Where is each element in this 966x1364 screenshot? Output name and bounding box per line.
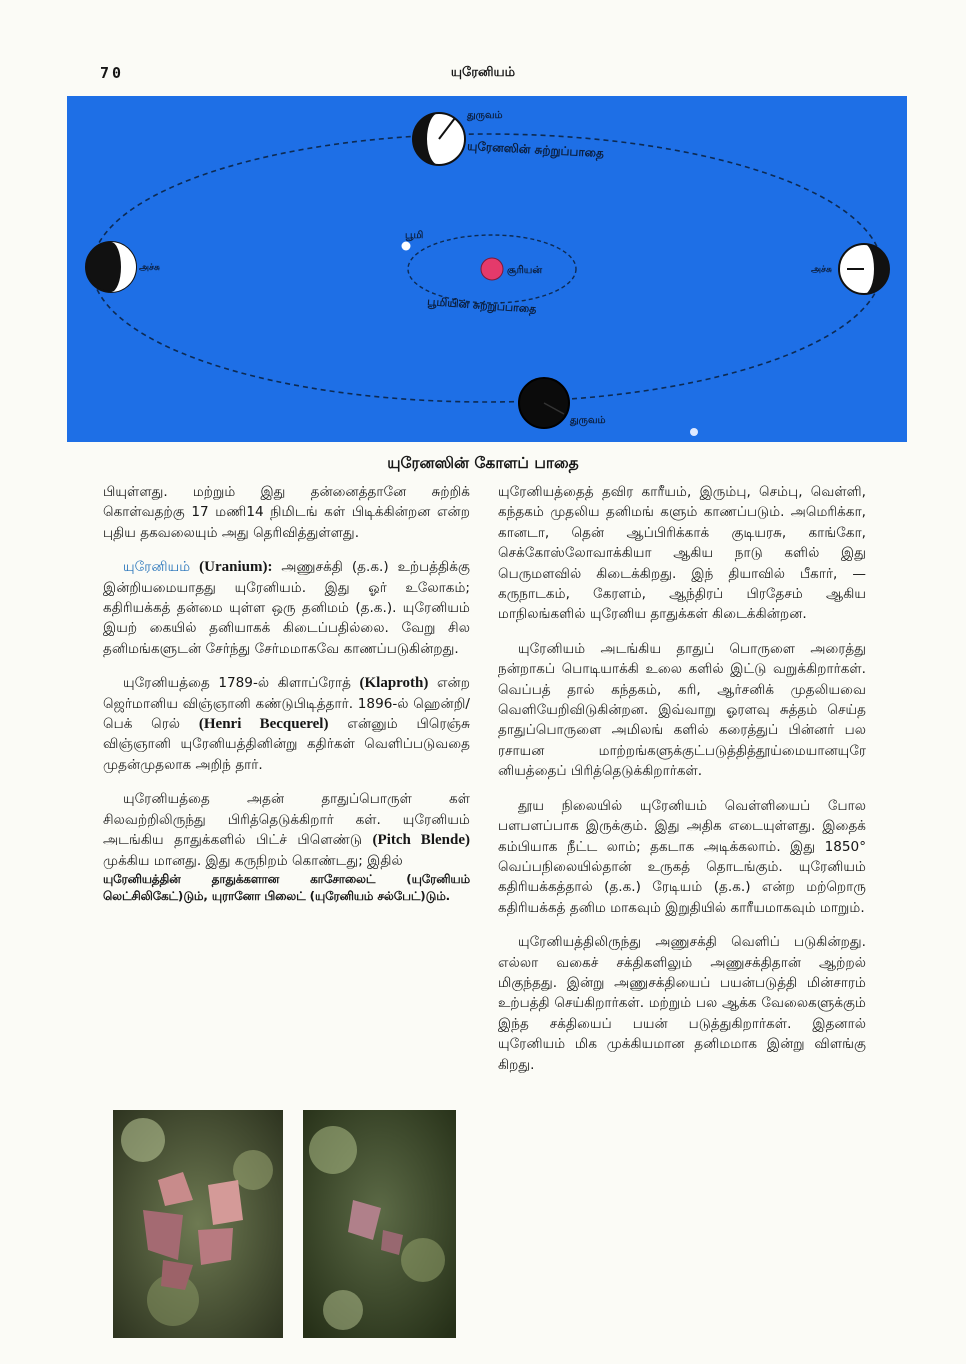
left-paragraph-3-text-a: யுரேனியத்தை 1789-ல் கிளாப்ரோத் xyxy=(123,675,351,692)
right-column xyxy=(498,482,866,1089)
label-sun: சூரியன் xyxy=(507,265,543,276)
uranus-orbit-diagram xyxy=(67,96,907,442)
entry-latin-name: (Uranium): xyxy=(199,559,273,576)
photo-caption: யுரேனியத்தின் தாதுக்களான காசோலைட் (யுரேனியம் லெட்சிலிகேட்)டும், யுரானோ பிலைட் (யுரேனியம் சல்பேட்)டும். xyxy=(103,871,470,903)
latin-klaproth: (Klaproth) xyxy=(359,675,429,692)
mineral-photos xyxy=(113,1110,463,1340)
left-paragraph-4 xyxy=(103,789,470,871)
label-axis-right: அச்சு xyxy=(811,265,832,275)
uranus-right-position xyxy=(839,244,889,294)
label-earth-orbit: பூமியின் சுற்றுப்பாதை xyxy=(426,295,537,316)
left-paragraph-3-text-b: என்ற ஜெர்மானிய விஞ்ஞானி கண்டுபிடித்தார். 1896-ல் ஹென்றி/ பெக் ரெல் xyxy=(103,675,470,733)
left-paragraph-3 xyxy=(103,673,470,775)
label-uranus-orbit: யுரேனஸின் சுற்றுப்பாதை xyxy=(466,139,605,161)
label-earth: பூமி xyxy=(405,230,424,241)
latin-pitch-blende: (Pitch Blende) xyxy=(372,832,470,849)
running-title: யுரேனியம் xyxy=(450,65,516,80)
left-column xyxy=(103,482,470,919)
star-dot xyxy=(690,428,698,436)
entry-term: யுரேனியம் xyxy=(123,559,191,576)
right-paragraph-2: யுரேனியம் அடங்கிய தாதுப் பொருளை அரைத்து நன்றாகப் பொடியாக்கி உலை களில் இட்டு வறுக்கிறார்கள். வெப்பத் தால் கந்தகம், கரி, ஆர்சனிக் முதலியவை வெளியேறிவிடுகின்றன. இவ்வாறு ஓரளவு சுத்தம் செய்த தாதுப்பொருளை அமிலங் களில் கரைத்துப் பின்னர் பல ரசாயன மாற்றங்களுக்குட்படுத்தித்தூய்மையானயுரே னியத்தைப் பிரித்தெடுக்கிறார்கள். xyxy=(498,640,866,780)
diagram-caption: யுரேனஸின் கோளப் பாதை xyxy=(387,454,579,472)
left-paragraph-3-text-c: என்னும் பிரெஞ்சு விஞ்ஞானி யுரேனியத்தினின்று கதிர்கள் வெளிப்படுவதை முதன்முதலாக அறிந் தார். xyxy=(103,716,471,773)
uranus-top-position xyxy=(413,113,465,165)
right-paragraph-3: தூய நிலையில் யுரேனியம் வெள்ளியைப் போல பளபளப்பாக இருக்கும். இது அதிக எடையுள்ளது. இதைக் கம்பியாக நீட்ட லாம்; தகடாக அடிக்கலாம். இது 1850° வெப்பநிலையில்தான் உருகத் தொடங்கும். யுரேனியம் கதிரியக்கத்தால் (த.க.) ரேடியம் (த.க.) என்ற மற்றொரு கதிரியக்கத் தனிம மாகவும் இறுதியில் காரீயமாகவும் மாறும். xyxy=(498,797,866,916)
left-paragraph-1: பியுள்ளது. மற்றும் இது தன்னைத்தானே சுற்றிக் கொள்வதற்கு 17 மணி14 நிமிடங் கள் பிடிக்கின்றன என்ற புதிய தகவலையும் அது தெரிவித்துள்ளது. xyxy=(103,484,470,541)
left-paragraph-4-text-a: யுரேனியத்தை அதன் தாதுப்பொருள் கள் சிலவற்றிலிருந்து பிரித்தெடுக்கிறார் கள். யுரேனியம் அடங்கிய தாதுக்களில் பிட்ச் பிளெண்டு xyxy=(103,791,470,849)
photo-kasolite xyxy=(113,1110,283,1338)
orbit-illustration xyxy=(67,96,907,442)
left-paragraph-4-text-b: முக்கிய மானது. இது கருநிறம் கொண்டது; இதில் xyxy=(103,852,403,869)
sun-symbol xyxy=(481,258,503,280)
earth-symbol xyxy=(402,242,411,251)
uranus-bottom-position xyxy=(519,378,569,428)
photo-uranophane xyxy=(303,1110,456,1338)
right-paragraph-1: யுரேனியத்தைத் தவிர காரீயம், இரும்பு, செம்பு, வெள்ளி, கந்தகம் முதலிய தனிமங் களும் காணப்படும். அமெரிக்கா, கானடா, தென் ஆப்பிரிக்காக் குடியரசு, காங்கோ, செக்கோஸ்லோவாக்கியா ஆகிய நாடு களில் இது பெருமளவில் கிடைக்கிறது. இந் தியாவில் பீகார், — கருநாடகம், கேரளம், ஆந்திரப் பிரதேசம் ஆகிய மாநிலங்களில் யுரேனிய தாதுக்கள் கிடைக்கின்றன. xyxy=(498,484,866,623)
left-paragraph-2 xyxy=(103,557,470,659)
right-paragraph-4: யுரேனியத்திலிருந்து அணுசக்தி வெளிப் படுகின்றது. எல்லா வகைச் சக்திகளிலும் அணுசக்திதான் ஆற்றல் மிகுந்தது. இன்று அணுசக்தியைப் பயன்படுத்தி மின்சாரம் உற்பத்தி செய்கிறார்கள். மற்றும் பல ஆக்க வேலைகளுக்கும் இந்த சக்தியைப் பயன் படுத்துகிறார்கள். இதனால் யுரேனியம் மிக முக்கியமான தனிமமாக இன்று விளங்கு கிறது. xyxy=(498,934,866,1073)
label-pole-top: துருவம் xyxy=(467,110,503,121)
left-paragraph-2-text: அணுசக்தி (த.க.) உற்பத்திக்கு இன்றியமையாதது யுரேனியம். இது ஓர் உலோகம்; கதிரியக்கத் தன்மை யுள்ள ஒரு தனிமம் (த.க.). யுரேனியம் இயற் கையில் தனியாகக் கிடைப்பதில்லை. வேறு சில தனிமங்களுடன் சேர்ந்து சேர்மமாகவே காணப்படுகின்றது. xyxy=(103,559,470,657)
label-pole-bottom: துருவம் xyxy=(570,415,606,426)
page-header xyxy=(0,64,966,86)
latin-becquerel: (Henri Becquerel) xyxy=(198,716,329,733)
uranus-left-position xyxy=(86,242,136,292)
page-number: 70 xyxy=(100,64,125,82)
label-axis-left: அச்சு xyxy=(139,263,160,273)
